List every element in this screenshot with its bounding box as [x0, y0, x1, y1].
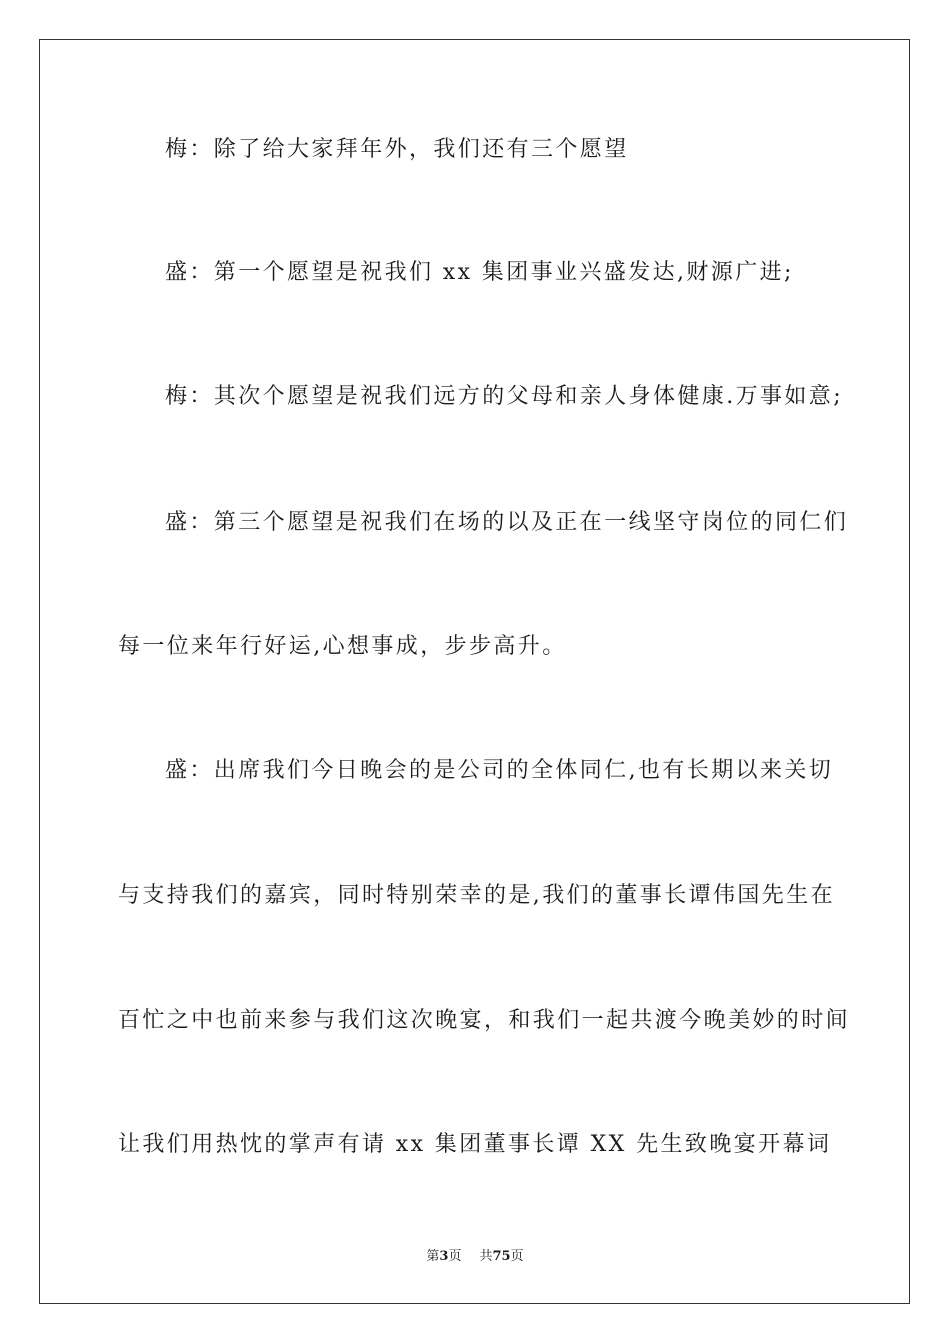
page-label-prefix: 第	[426, 1249, 440, 1264]
page-border	[39, 39, 910, 1304]
total-label-suffix: 页	[510, 1249, 524, 1264]
dialogue-line-mei-wishes: 梅：除了给大家拜年外，我们还有三个愿望	[165, 137, 629, 162]
total-label-prefix: 共	[479, 1249, 493, 1264]
dialogue-line-sheng-third-wish: 盛：第三个愿望是祝我们在场的以及正在一线坚守岗位的同仁们	[165, 510, 849, 535]
page-number: 3	[439, 1249, 449, 1264]
dialogue-line-continuation: 与支持我们的嘉宾，同时特别荣幸的是,我们的董事长谭伟国先生在	[118, 883, 835, 908]
dialogue-line-sheng-first-wish: 盛：第一个愿望是祝我们 xx 集团事业兴盛发达,财源广进;	[165, 260, 794, 285]
dialogue-line-invitation: 让我们用热忱的掌声有请 xx 集团董事长谭 XX 先生致晚宴开幕词	[118, 1132, 832, 1157]
dialogue-line-continuation: 百忙之中也前来参与我们这次晚宴，和我们一起共渡今晚美妙的时间	[118, 1008, 851, 1033]
dialogue-line-sheng-guests: 盛：出席我们今日晚会的是公司的全体同仁,也有长期以来关切	[165, 758, 834, 783]
total-pages: 75	[492, 1249, 511, 1264]
dialogue-line-continuation: 每一位来年行好运,心想事成，步步高升。	[118, 634, 567, 659]
page-label-suffix: 页	[448, 1249, 462, 1264]
page-footer	[0, 1248, 950, 1266]
dialogue-line-mei-second-wish: 梅：其次个愿望是祝我们远方的父母和亲人身体健康.万事如意;	[165, 384, 844, 409]
